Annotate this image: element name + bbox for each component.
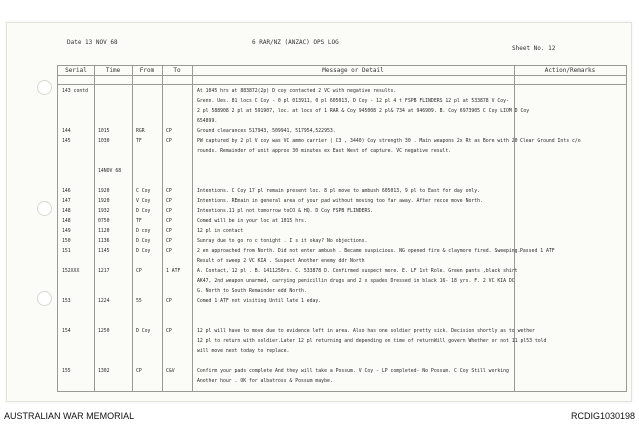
to-cell: CP <box>166 329 172 334</box>
log-entry-row <box>58 308 626 316</box>
serial-cell: 153 <box>62 299 71 304</box>
from-cell: V Coy <box>136 199 151 204</box>
log-entry-row <box>58 248 626 256</box>
message-cell: Confirm your pads complete And they will take a Possum. V Coy - LP completed- No Possum. C Coy Still working <box>197 369 509 374</box>
serial-cell: 152XXX <box>62 269 80 274</box>
log-entry-row <box>58 178 626 186</box>
message-cell: will move next today to replace. <box>197 349 290 354</box>
log-entry-row <box>58 368 626 376</box>
log-entry-row <box>58 268 626 276</box>
message-cell: 2 en approached from North. Did not enter ambush . Became suspicious. NG opened fire & claymore fired. Sweeping. <box>197 249 521 254</box>
log-entry-row <box>58 168 626 176</box>
from-cell: D Coy <box>136 329 151 334</box>
message-cell: rounds. Remainder of unit approx 30 minutes ex East West of capture. VC negative result. <box>197 149 452 154</box>
col-header-from: From <box>139 67 155 74</box>
binder-hole <box>37 291 52 306</box>
to-cell: CP <box>166 299 172 304</box>
action-cell: Passed 1 ATF <box>520 249 555 254</box>
to-cell: CP <box>166 209 172 214</box>
message-cell: Sunray due to go ro c tonight . I s it okay? No objections. <box>197 239 368 244</box>
serial-cell: 151 <box>62 249 71 254</box>
log-entry-row <box>58 158 626 166</box>
serial-cell: 143 contd <box>62 89 88 94</box>
log-sheet <box>6 22 632 402</box>
log-title: 6 RAR/NZ (ANZAC) OPS LOG <box>252 39 339 46</box>
log-entry-row <box>58 358 626 366</box>
to-cell: CP <box>166 249 172 254</box>
message-cell: Comed will be in your loc at 1015 hrs. <box>197 219 307 224</box>
message-cell: Intentions. C Coy 17 pl remain present loc. 8 pl move to ambush 605013, 9 pl to East for day only. <box>197 189 481 194</box>
serial-cell: 154 <box>62 329 71 334</box>
log-entry-row <box>58 328 626 336</box>
from-cell: D coy <box>136 229 151 234</box>
from-cell: D Coy <box>136 249 151 254</box>
message-cell: Grenn. Ues. 81 locs C Coy - 0 pl 013911, 0 pl 605013, D Coy - 12 pl 4 t FSPB FLINDERS 12 pl at 533878 V Coy- <box>197 99 509 104</box>
time-cell: 1250 <box>98 329 110 334</box>
serial-cell: 146 <box>62 189 71 194</box>
col-header-time: Time <box>105 67 121 74</box>
from-cell: RGR <box>136 129 145 134</box>
serial-cell: 148 <box>62 219 71 224</box>
serial-cell: 148 <box>62 209 71 214</box>
sheet-number: Sheet No. 12 <box>512 45 556 52</box>
log-entry-row <box>58 318 626 326</box>
from-cell: CP <box>136 369 142 374</box>
log-entry-row <box>58 138 626 146</box>
message-cell: 12 pl will have to move due to evidence left in area. Also has one soldier pretty sick. Decision shortly as to wether <box>197 329 535 334</box>
log-entry-row <box>58 218 626 226</box>
time-cell: 0750 <box>98 219 110 224</box>
action-cell: Clear Ground Ints c/o <box>520 139 581 144</box>
footer-source: AUSTRALIAN WAR MEMORIAL <box>4 411 135 421</box>
time-cell: 1030 <box>98 139 110 144</box>
time-cell: 1920 <box>98 189 110 194</box>
message-cell: Intentions. REmain in general area of your pad without moving too far away. After recce move North. <box>197 199 483 204</box>
log-entry-row <box>58 108 626 116</box>
col-header-to: To <box>173 67 181 74</box>
time-cell: 1224 <box>98 299 110 304</box>
time-cell: 1145 <box>98 249 110 254</box>
from-cell: D Coy <box>136 209 151 214</box>
binder-hole <box>37 80 52 95</box>
col-header-message: Message or Detail <box>322 67 384 74</box>
to-cell: CP <box>166 199 172 204</box>
to-cell: CP <box>166 219 172 224</box>
log-entry-row <box>58 98 626 106</box>
message-cell: Another hour . OK for albatross & Possum maybe. <box>197 379 333 384</box>
to-cell: CP <box>166 189 172 194</box>
message-cell: Ground clearances 517943, 509941, 517954,522953. <box>197 129 336 134</box>
log-date: Date 13 NOV 68 <box>67 39 118 46</box>
log-entry-row <box>58 238 626 246</box>
to-cell: 1 ATF <box>166 269 181 274</box>
log-entry-row <box>58 258 626 266</box>
message-cell: 12 pl in contact <box>197 229 244 234</box>
log-entry-row <box>58 278 626 286</box>
time-cell: 1136 <box>98 239 110 244</box>
log-entry-row <box>58 208 626 216</box>
message-cell: At 1045 hrs at 883872(2p) D coy contacted 2 VC with negative results. <box>197 89 397 94</box>
log-entry-row <box>58 198 626 206</box>
serial-cell: 150 <box>62 239 71 244</box>
message-cell: A. Contact, 12 pl . B. 1411250rs. C. 533878 D. Confirmed suspect more. E. LF 1st Role. Green pants ,black shirt <box>197 269 518 274</box>
log-entry-row <box>58 288 626 296</box>
from-cell: D Coy <box>136 239 151 244</box>
log-entry-row <box>58 188 626 196</box>
log-entry-row <box>58 118 626 126</box>
binder-hole <box>37 201 52 216</box>
to-cell: C&V <box>166 369 175 374</box>
log-entry-row <box>58 338 626 346</box>
message-cell: AK47, 2nd weapon unarmed, carrying penicillin drugs and 2 x spades Dressed in black 16- 18 yrs. F. 2 VC KIA DC <box>197 279 515 284</box>
from-cell: C Coy <box>136 189 151 194</box>
message-cell: 654899. <box>197 119 218 124</box>
log-entry-row <box>58 228 626 236</box>
message-cell: Comed 1 ATF not visiting Until late 1 eday. <box>197 299 322 304</box>
serial-cell: 147 <box>62 199 71 204</box>
time-cell: 1120 <box>98 229 110 234</box>
to-cell: CP <box>166 239 172 244</box>
message-cell: PW captured by 2 pl V coy was VC ammo carrier ( C3 , 3440) Coy strength 30 . Main weapons 2x Rt as Bore with 20 <box>197 139 518 144</box>
message-cell: Result of sweep 2 VC KIA . Suspect Another enemy ddr North <box>197 259 365 264</box>
time-cell: 14NOV 68 <box>98 169 122 174</box>
col-header-action: Action/Remarks <box>544 67 596 74</box>
message-cell: 2 pl 588908 2 pl at 591907, loc. at locs of 1 RAR & Coy 945008 2 pl& 734 at 946909. B. Coy 6973905 C Coy LIOM D Coy <box>197 109 530 114</box>
serial-cell: 144 <box>62 129 71 134</box>
log-entry-row <box>58 348 626 356</box>
log-table <box>57 65 627 392</box>
footer-reference: RCDIG1030198 <box>570 411 635 421</box>
message-cell: Intentions.11 pl not tomorrow toCO & HQ. D Coy FSPB FLINDERS. <box>197 209 374 214</box>
to-cell: CP <box>166 229 172 234</box>
log-entry-row <box>58 88 626 96</box>
from-cell: CP <box>136 269 142 274</box>
time-cell: 1920 <box>98 199 110 204</box>
serial-cell: 155 <box>62 369 71 374</box>
time-cell: 1217 <box>98 269 110 274</box>
log-entry-row <box>58 298 626 306</box>
message-cell: 12 pl to return with soldier.Later 12 pl returning and depending on time of returnWill govern Whether or not 11 pl53 told <box>197 339 547 344</box>
from-cell: TF <box>136 139 142 144</box>
from-cell: 55 <box>136 299 142 304</box>
serial-cell: 149 <box>62 229 71 234</box>
time-cell: 1302 <box>98 369 110 374</box>
time-cell: 1015 <box>98 129 110 134</box>
log-entry-row <box>58 128 626 136</box>
to-cell: CP <box>166 129 172 134</box>
message-cell: G. North to South Remainder edd North. <box>197 289 307 294</box>
log-entry-row <box>58 148 626 156</box>
col-header-serial: Serial <box>65 67 87 74</box>
to-cell: CP <box>166 139 172 144</box>
from-cell: TF <box>136 219 142 224</box>
time-cell: 1932 <box>98 209 110 214</box>
serial-cell: 145 <box>62 139 71 144</box>
log-entry-row <box>58 378 626 386</box>
